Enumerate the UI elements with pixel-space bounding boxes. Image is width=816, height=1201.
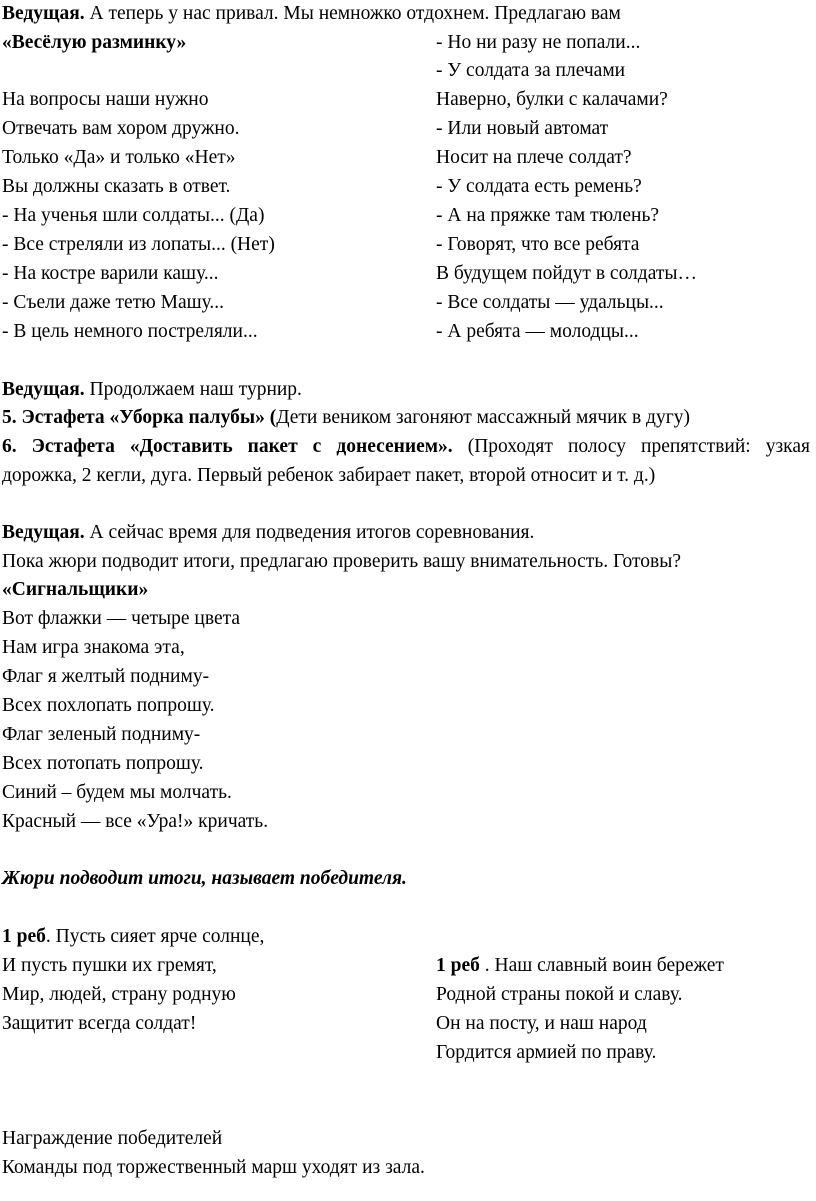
poem-line: Красный — все «Ура!» кричать.	[2, 811, 269, 832]
host-label: Ведущая.	[2, 3, 85, 24]
poem-line: Флаг я желтый подниму-	[2, 666, 210, 687]
relay-6-title: 6. Эстафета «Доставить пакет с донесением».	[2, 436, 453, 457]
child-poem-text: . Пусть сияет ярче солнце,	[45, 926, 265, 947]
child-label: 1 реб	[436, 955, 480, 976]
signal-game-title: «Сигнальщики»	[2, 579, 149, 600]
relay-5-text: Дети веником загоняют массажный мячик в дугу)	[276, 407, 690, 428]
relay-6-continued: дорожка, 2 кегли, дуга. Первый ребенок забирает пакет, второй относит и т. д.)	[2, 465, 656, 486]
relay-5	[2, 406, 690, 430]
results-text: А сейчас время для подведения итогов соревнования.	[84, 522, 535, 543]
warmup-right-line: - Говорят, что все ребята	[436, 234, 640, 255]
tournament-text: Продолжаем наш турнир.	[84, 379, 302, 400]
child-poem-right-first	[436, 954, 724, 978]
host-label: Ведущая.	[2, 379, 85, 400]
intro-text: А теперь у нас привал. Мы немножко отдохнем. Предлагаю вам	[84, 3, 621, 24]
tournament-line	[2, 378, 302, 402]
closing-line: Команды под торжественный марш уходят из зала.	[2, 1157, 425, 1178]
warmup-right-line: - У солдата за плечами	[436, 60, 626, 81]
warmup-left-line: - Съели даже тетю Машу...	[2, 292, 225, 313]
warmup-left-line: - На костре варили кашу...	[2, 263, 219, 284]
warmup-title: «Весёлую разминку»	[2, 32, 187, 53]
child-poem-right-line: Гордится армией по праву.	[436, 1042, 657, 1063]
warmup-right-line: - Но ни разу не попали...	[436, 32, 641, 53]
warmup-left-line: На вопросы наши нужно	[2, 89, 209, 110]
poem-line: Вот флажки — четыре цвета	[2, 608, 241, 629]
warmup-right-line: Носит на плече солдат?	[436, 147, 632, 168]
relay-6-text: (Проходят полосу препятствий: узкая	[452, 436, 810, 457]
warmup-right-line: - А ребята — молодцы...	[436, 321, 639, 342]
poem-line: Всех похлопать попрошу.	[2, 695, 215, 716]
relay-5-title: 5. Эстафета «Уборка палубы» (	[2, 407, 277, 428]
child-poem-text: . Наш славный воин бережет	[479, 955, 724, 976]
results-line	[2, 521, 534, 545]
intro-line	[2, 2, 621, 26]
poem-line: Нам игра знакома эта,	[2, 637, 185, 658]
warmup-right-line: - Все солдаты — удальцы...	[436, 292, 664, 313]
child-poem-right-line: Родной страны покой и славу.	[436, 984, 683, 1005]
poem-line: Всех потопать попрошу.	[2, 753, 204, 774]
closing-line: Награждение победителей	[2, 1128, 223, 1149]
warmup-left-line: - В цель немного постреляли...	[2, 321, 258, 342]
relay-6	[2, 435, 810, 459]
child-poem-left-first	[2, 925, 264, 949]
jury-note: Жюри подводит итоги, называет победителя.	[2, 868, 407, 889]
child-poem-left-line: Защитит всегда солдат!	[2, 1013, 197, 1034]
poem-line: Синий – будем мы молчать.	[2, 782, 232, 803]
warmup-left-line: Только «Да» и только «Нет»	[2, 147, 236, 168]
child-poem-left-line: И пусть пушки их гремят,	[2, 955, 217, 976]
warmup-left-line: - Все стреляли из лопаты... (Нет)	[2, 234, 275, 255]
warmup-right-line: В будущем пойдут в солдаты…	[436, 263, 697, 284]
warmup-left-line: Отвечать вам хором дружно.	[2, 118, 240, 139]
child-poem-left-line: Мир, людей, страну родную	[2, 984, 236, 1005]
warmup-right-line: - Или новый автомат	[436, 118, 609, 139]
warmup-left-line: - На ученья шли солдаты... (Да)	[2, 205, 265, 226]
child-poem-right-line: Он на посту, и наш народ	[436, 1013, 647, 1034]
warmup-right-line: - У солдата есть ремень?	[436, 176, 642, 197]
warmup-right-line: - А на пряжке там тюлень?	[436, 205, 660, 226]
results-text-2: Пока жюри подводит итоги, предлагаю проверить вашу внимательность. Готовы?	[2, 551, 681, 572]
poem-line: Флаг зеленый подниму-	[2, 724, 201, 745]
child-label: 1 реб	[2, 926, 46, 947]
warmup-left-line: Вы должны сказать в ответ.	[2, 176, 231, 197]
host-label: Ведущая.	[2, 522, 85, 543]
warmup-right-line: Наверно, булки с калачами?	[436, 89, 668, 110]
